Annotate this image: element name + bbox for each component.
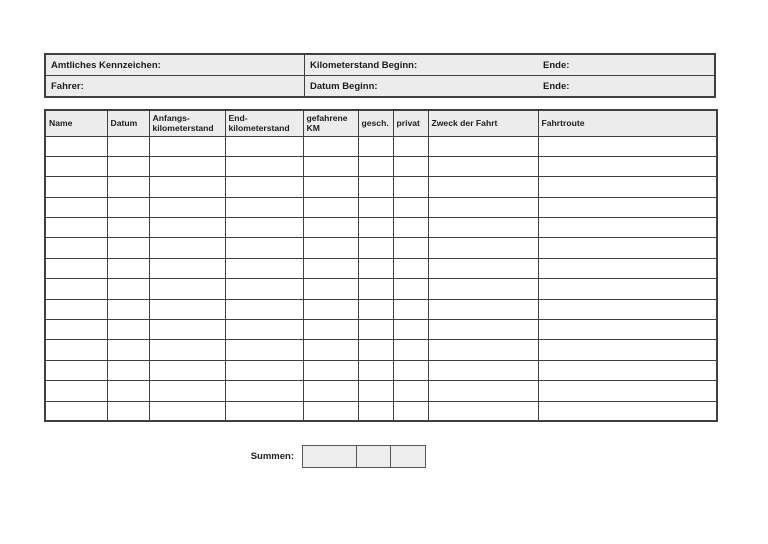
trip-log-cell-privat — [393, 136, 428, 156]
trip-log-cell-end-km — [225, 299, 303, 319]
trip-log-cell-anfangs-km — [149, 156, 225, 176]
trip-log-cell-fahrtroute — [538, 340, 717, 360]
vehicle-info-row-1 — [46, 55, 714, 75]
column-header-gesch: gesch. — [358, 110, 393, 136]
trip-log-cell-gesch — [358, 340, 393, 360]
trip-log-row — [45, 197, 717, 217]
trip-log-cell-gesch — [358, 156, 393, 176]
trip-log-cell-gesch — [358, 238, 393, 258]
trip-log-cell-name — [45, 340, 107, 360]
trip-log-cell-end-km — [225, 136, 303, 156]
trip-log-cell-gefahrene-km — [303, 279, 358, 299]
trip-log-cell-gefahrene-km — [303, 381, 358, 401]
totals-cells — [302, 445, 426, 468]
trip-log-cell-end-km — [225, 156, 303, 176]
trip-log-cell-gesch — [358, 197, 393, 217]
trip-log-row — [45, 340, 717, 360]
trip-log-cell-datum — [107, 156, 149, 176]
totals-row — [44, 445, 716, 468]
trip-log-cell-name — [45, 401, 107, 421]
trip-log-cell-gefahrene-km — [303, 177, 358, 197]
trip-log-cell-end-km — [225, 381, 303, 401]
field-amtliches-kennzeichen-label: Amtliches Kennzeichen: — [51, 59, 161, 71]
trip-log-cell-gefahrene-km — [303, 340, 358, 360]
trip-log-cell-gesch — [358, 320, 393, 340]
trip-log-cell-privat — [393, 177, 428, 197]
trip-log-cell-datum — [107, 299, 149, 319]
trip-log-cell-end-km — [225, 320, 303, 340]
trip-log-cell-privat — [393, 197, 428, 217]
trip-log-row — [45, 218, 717, 238]
trip-log-cell-fahrtroute — [538, 258, 717, 278]
trip-log-cell-name — [45, 156, 107, 176]
column-header-anfangs-km: Anfangs-kilometerstand — [149, 110, 225, 136]
trip-log-row — [45, 401, 717, 421]
trip-log-cell-anfangs-km — [149, 279, 225, 299]
trip-log-cell-anfangs-km — [149, 320, 225, 340]
trip-log-cell-datum — [107, 238, 149, 258]
trip-log-cell-anfangs-km — [149, 401, 225, 421]
trip-log-cell-gesch — [358, 258, 393, 278]
trip-log-cell-privat — [393, 156, 428, 176]
trip-log-cell-fahrtroute — [538, 360, 717, 380]
trip-log-cell-name — [45, 177, 107, 197]
vehicle-info-row-2 — [46, 75, 714, 96]
trip-log-cell-privat — [393, 238, 428, 258]
trip-log-cell-name — [45, 320, 107, 340]
trip-log-cell-end-km — [225, 258, 303, 278]
trip-log-cell-name — [45, 279, 107, 299]
trip-log-cell-privat — [393, 258, 428, 278]
trip-log-cell-gefahrene-km — [303, 218, 358, 238]
column-header-name: Name — [45, 110, 107, 136]
trip-log-cell-zweck — [428, 320, 538, 340]
trip-log-cell-gefahrene-km — [303, 299, 358, 319]
trip-log-cell-gefahrene-km — [303, 197, 358, 217]
trip-log-cell-zweck — [428, 279, 538, 299]
summen-label: Summen: — [250, 451, 294, 462]
trip-log-cell-name — [45, 218, 107, 238]
trip-log-cell-gesch — [358, 360, 393, 380]
trip-log-header-row — [45, 110, 717, 136]
trip-log-cell-privat — [393, 218, 428, 238]
trip-log-cell-name — [45, 299, 107, 319]
trip-log-row — [45, 177, 717, 197]
trip-log-cell-zweck — [428, 299, 538, 319]
trip-log-cell-privat — [393, 381, 428, 401]
trip-log-cell-datum — [107, 177, 149, 197]
trip-log-cell-datum — [107, 340, 149, 360]
trip-log-cell-gesch — [358, 279, 393, 299]
trip-log-cell-privat — [393, 401, 428, 421]
field-fahrer — [46, 76, 305, 96]
trip-log-cell-fahrtroute — [538, 279, 717, 299]
trip-log-table-body — [45, 136, 717, 421]
trip-log-row — [45, 381, 717, 401]
trip-log-row — [45, 238, 717, 258]
trip-log-cell-datum — [107, 258, 149, 278]
trip-log-cell-gesch — [358, 401, 393, 421]
trip-log-cell-gesch — [358, 381, 393, 401]
trip-log-cell-fahrtroute — [538, 299, 717, 319]
column-header-datum: Datum — [107, 110, 149, 136]
column-header-gefahrene-km: gefahrene KM — [303, 110, 358, 136]
trip-log-row — [45, 156, 717, 176]
trip-log-row — [45, 279, 717, 299]
trip-log-cell-end-km — [225, 218, 303, 238]
trip-log-cell-fahrtroute — [538, 218, 717, 238]
trip-log-row — [45, 320, 717, 340]
trip-log-cell-anfangs-km — [149, 136, 225, 156]
trip-log-cell-gefahrene-km — [303, 258, 358, 278]
trip-log-cell-anfangs-km — [149, 258, 225, 278]
trip-log-cell-name — [45, 238, 107, 258]
trip-log-cell-datum — [107, 136, 149, 156]
trip-log-cell-privat — [393, 320, 428, 340]
trip-log-cell-gefahrene-km — [303, 238, 358, 258]
trip-log-cell-datum — [107, 320, 149, 340]
trip-log-cell-name — [45, 136, 107, 156]
trip-log-cell-anfangs-km — [149, 381, 225, 401]
trip-log-cell-anfangs-km — [149, 238, 225, 258]
column-header-privat: privat — [393, 110, 428, 136]
trip-log-cell-zweck — [428, 340, 538, 360]
field-kilometerstand-ende-label: Ende: — [543, 59, 570, 71]
sum-cell-gesch — [356, 445, 392, 468]
sum-cell-privat — [390, 445, 426, 468]
trip-log-cell-anfangs-km — [149, 177, 225, 197]
trip-log-table — [44, 109, 718, 422]
field-datum — [305, 76, 714, 96]
trip-log-cell-name — [45, 258, 107, 278]
sum-cell-gefahrene-km — [302, 445, 358, 468]
trip-log-cell-privat — [393, 279, 428, 299]
trip-log-cell-fahrtroute — [538, 177, 717, 197]
trip-log-cell-gefahrene-km — [303, 401, 358, 421]
trip-log-cell-fahrtroute — [538, 320, 717, 340]
trip-log-cell-zweck — [428, 136, 538, 156]
trip-log-row — [45, 258, 717, 278]
trip-log-cell-fahrtroute — [538, 156, 717, 176]
trip-log-cell-fahrtroute — [538, 238, 717, 258]
trip-log-cell-end-km — [225, 177, 303, 197]
trip-log-cell-zweck — [428, 258, 538, 278]
trip-log-cell-zweck — [428, 381, 538, 401]
trip-log-cell-zweck — [428, 401, 538, 421]
trip-log-cell-fahrtroute — [538, 381, 717, 401]
trip-log-cell-gefahrene-km — [303, 136, 358, 156]
trip-log-row — [45, 136, 717, 156]
trip-log-cell-datum — [107, 218, 149, 238]
trip-log-cell-fahrtroute — [538, 197, 717, 217]
column-header-zweck: Zweck der Fahrt — [428, 110, 538, 136]
trip-log-cell-anfangs-km — [149, 299, 225, 319]
trip-log-cell-gesch — [358, 136, 393, 156]
trip-log-cell-gefahrene-km — [303, 360, 358, 380]
vehicle-info-box — [44, 53, 716, 98]
trip-log-cell-gesch — [358, 299, 393, 319]
column-header-fahrtroute: Fahrtroute — [538, 110, 717, 136]
field-fahrer-label: Fahrer: — [51, 80, 84, 92]
trip-log-cell-datum — [107, 401, 149, 421]
trip-log-cell-privat — [393, 340, 428, 360]
field-kilometerstand — [305, 55, 714, 75]
trip-log-cell-end-km — [225, 360, 303, 380]
trip-log-cell-fahrtroute — [538, 401, 717, 421]
trip-log-cell-anfangs-km — [149, 218, 225, 238]
trip-log-cell-zweck — [428, 238, 538, 258]
trip-log-cell-name — [45, 360, 107, 380]
trip-log-cell-zweck — [428, 218, 538, 238]
field-amtliches-kennzeichen — [46, 55, 305, 75]
trip-log-cell-zweck — [428, 156, 538, 176]
trip-log-cell-gesch — [358, 177, 393, 197]
trip-log-row — [45, 360, 717, 380]
trip-log-cell-privat — [393, 360, 428, 380]
trip-log-cell-gefahrene-km — [303, 320, 358, 340]
trip-log-cell-datum — [107, 381, 149, 401]
trip-log-cell-anfangs-km — [149, 360, 225, 380]
trip-log-cell-end-km — [225, 279, 303, 299]
trip-log-cell-end-km — [225, 238, 303, 258]
trip-log-cell-datum — [107, 197, 149, 217]
trip-log-cell-zweck — [428, 360, 538, 380]
trip-log-cell-name — [45, 197, 107, 217]
trip-log-cell-zweck — [428, 177, 538, 197]
trip-log-cell-end-km — [225, 340, 303, 360]
trip-log-row — [45, 299, 717, 319]
field-kilometerstand-beginn-label: Kilometerstand Beginn: — [310, 59, 418, 71]
trip-log-cell-zweck — [428, 197, 538, 217]
trip-log-cell-anfangs-km — [149, 340, 225, 360]
trip-log-cell-anfangs-km — [149, 197, 225, 217]
trip-log-cell-datum — [107, 360, 149, 380]
trip-log-cell-gefahrene-km — [303, 156, 358, 176]
column-header-end-km: End-kilometerstand — [225, 110, 303, 136]
trip-log-cell-end-km — [225, 197, 303, 217]
trip-log-cell-gesch — [358, 218, 393, 238]
trip-log-cell-name — [45, 381, 107, 401]
trip-log-cell-privat — [393, 299, 428, 319]
trip-log-cell-end-km — [225, 401, 303, 421]
trip-log-cell-datum — [107, 279, 149, 299]
trip-log-cell-fahrtroute — [538, 136, 717, 156]
field-datum-ende-label: Ende: — [543, 80, 570, 92]
field-datum-beginn-label: Datum Beginn: — [310, 80, 378, 92]
